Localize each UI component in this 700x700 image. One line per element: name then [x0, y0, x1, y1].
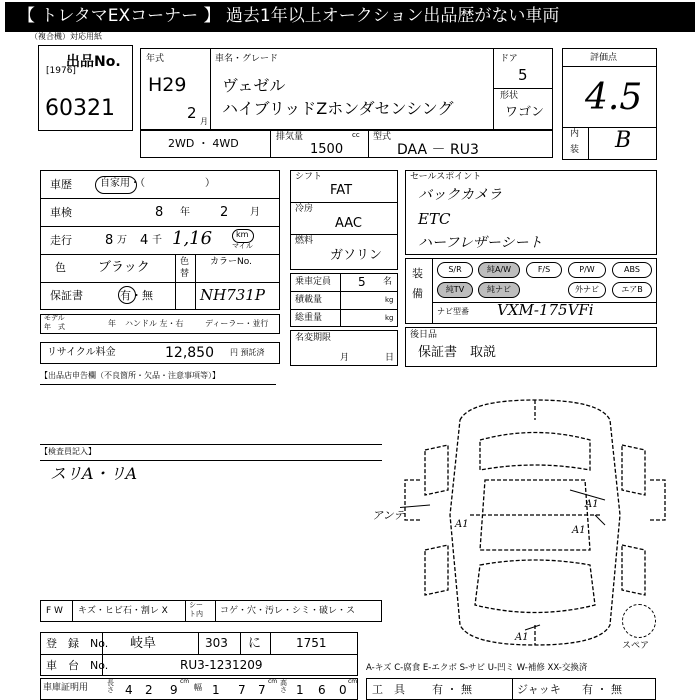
color-change-1: 色: [180, 257, 190, 267]
load-label: 積載量: [295, 295, 323, 305]
gross-kg: kg: [385, 314, 394, 322]
length-label: 長さ: [107, 679, 114, 694]
disp-label: 排気量: [276, 132, 304, 142]
doors-value: 5: [518, 66, 528, 84]
capacity-value: 5: [358, 275, 366, 289]
equip-label-1: 装: [412, 267, 423, 280]
shift-value: FAT: [330, 183, 353, 198]
seat-label-2: ト内: [189, 610, 203, 618]
length-d2: 2: [145, 683, 153, 697]
capacity-label: 乗車定員: [295, 277, 332, 287]
interior-label-1: 内: [570, 129, 580, 139]
capacity-unit: 名: [383, 277, 393, 287]
equip-sr: S/R: [437, 262, 473, 278]
length-cm: cm: [180, 678, 190, 685]
nav-label: ナビ型番: [437, 307, 469, 316]
equip-label-2: 備: [412, 287, 423, 300]
width-d2: 7: [238, 683, 246, 697]
model-year-label-1: モデル: [44, 314, 65, 322]
antenna-note: アンテ: [372, 509, 405, 522]
color-change-2: 替: [180, 269, 190, 279]
history-options: 自家用・（ ）: [100, 178, 215, 189]
points-label: セールスポイント: [410, 172, 482, 182]
seller-notes-label: 【出品店申告欄（不良箇所・欠品・注意事項等）】: [40, 371, 220, 380]
color-value: ブラック: [98, 260, 150, 275]
reg-kana: に: [248, 636, 262, 651]
sales-point-1: バックカメラ: [418, 187, 502, 203]
lot-number: 60321: [45, 96, 115, 121]
ac-value: AAC: [335, 216, 362, 231]
inspection-label: 車検: [50, 206, 72, 219]
equip-factory-nav: 純ナビ: [478, 282, 520, 298]
damage-mark-right-lower: A1: [572, 525, 586, 536]
damage-mark-left: A1: [455, 519, 469, 530]
color-no: NH731P: [200, 286, 265, 304]
cert-label: 車庫証明用: [43, 683, 89, 693]
reg-label: 登 録 No.: [46, 637, 109, 650]
displacement: 1500: [310, 142, 344, 157]
color-label: 色: [55, 261, 66, 274]
year-month: 2: [187, 104, 197, 122]
later-items: 保証書 取説: [418, 345, 497, 360]
shape-value: ワゴン: [505, 105, 545, 120]
reg-class: 303: [205, 636, 228, 650]
later-label: 後日品: [410, 330, 438, 340]
disp-unit: cc: [352, 131, 360, 139]
equip-airbag: エアB: [612, 282, 652, 298]
equip-alloy-wheel: 純A/W: [478, 262, 520, 278]
width-d1: 1: [212, 683, 220, 697]
mileage-label: 走行: [50, 234, 72, 247]
mileage-hand: 1,16: [172, 228, 213, 249]
load-kg: kg: [385, 296, 394, 304]
height-label: 高さ: [280, 679, 287, 694]
chassis-label: 車 台 No.: [46, 659, 109, 672]
height-cm: cm: [348, 678, 358, 685]
compatible-note: （複合機）対応用紙: [30, 32, 102, 41]
width-cm: cm: [268, 678, 278, 685]
mileage-sen: 4: [140, 233, 149, 248]
equip-aftermarket-nav: 外ナビ: [568, 282, 606, 298]
year-era: H29: [148, 74, 187, 96]
doors-label: ドア: [500, 54, 518, 64]
recycle-label: リサイクル料金: [47, 347, 116, 358]
inspection-month: 2: [220, 205, 229, 220]
inspector-note: スリA・リA: [50, 464, 138, 483]
recycle-unit: 円 預託済: [230, 348, 265, 357]
name-change-unit-day: 日: [385, 353, 395, 363]
equip-fs: F/S: [526, 262, 562, 278]
seat-label-1: シー: [189, 601, 203, 609]
warranty-options: 有・無: [120, 289, 153, 302]
damage-mark-right-upper: A1: [585, 499, 599, 510]
warranty-label: 保証書: [50, 289, 83, 302]
equip-pw: P/W: [568, 262, 606, 278]
name-change-label: 名変期限: [295, 333, 332, 343]
spare-tire-circle: [622, 604, 656, 638]
ac-label: 冷房: [295, 204, 314, 214]
lot-label: 出品No.: [66, 54, 121, 70]
model-code: DAA － RU3: [397, 142, 479, 158]
model-label: 型式: [373, 132, 392, 142]
jack-options: 有 ・ 無: [582, 683, 622, 696]
history-label: 車歴: [50, 178, 72, 191]
name-label: 車名・グレード: [215, 54, 279, 64]
jack-label: ジャッキ: [517, 683, 561, 696]
reg-num: 1751: [296, 636, 327, 650]
damage-mark-rear: A1: [515, 632, 529, 643]
shape-label: 形状: [500, 91, 519, 101]
score-label: 評価点: [590, 53, 618, 63]
reg-place: 岐阜: [130, 636, 157, 651]
height-d2: 6: [318, 683, 326, 697]
inspection-year: 8: [155, 205, 164, 220]
fw-label: F W: [46, 606, 63, 616]
equip-factory-tv: 純TV: [437, 282, 473, 298]
gross-label: 総重量: [295, 313, 323, 323]
tools-options: 有 ・ 無: [432, 683, 472, 696]
mileage-unit-km: km: [236, 230, 249, 239]
fuel-value: ガソリン: [330, 248, 383, 263]
chassis-no: RU3-1231209: [180, 658, 263, 672]
tools-label: 工 具: [372, 683, 405, 696]
height-d3: 0: [339, 683, 347, 697]
fw-options: キズ・ヒビ石・割レ X: [78, 606, 168, 616]
dealer-label: ディーラー・並行: [205, 319, 269, 328]
equip-abs: ABS: [612, 262, 652, 278]
shift-label: シフト: [295, 172, 323, 182]
mileage-man: 8: [105, 233, 114, 248]
lot-small: [1976]: [46, 66, 76, 76]
sales-point-3: ハーフレザーシート: [418, 235, 543, 251]
mileage-unit-mile: マイル: [232, 242, 253, 250]
color-no-label: カラーNo.: [210, 257, 252, 267]
year-unit: 年: [180, 207, 190, 218]
model-year-unit: 年: [108, 319, 116, 328]
width-d3: 7: [258, 683, 266, 697]
nav-model: VXM-175VFi: [497, 301, 594, 319]
fuel-label: 燃料: [295, 236, 314, 246]
length-d3: 9: [170, 683, 178, 697]
damage-legend: A-キズ C-腐食 E-エクボ S-サビ U-凹ミ W-補修 XX-交換済: [366, 663, 588, 673]
length-d1: 4: [125, 683, 133, 697]
recycle-fee: 12,850: [165, 345, 214, 361]
grade: ハイブリッドZホンダセンシング: [222, 99, 454, 118]
year-label: 年式: [146, 54, 165, 64]
model-year-label-2: 年 式: [44, 323, 65, 331]
interior-grade: B: [615, 128, 632, 153]
name-change-unit-month: 月: [340, 353, 350, 363]
seat-options: コゲ・穴・汚レ・シミ・破レ・ス: [220, 606, 356, 616]
score-value: 4.5: [585, 77, 643, 118]
mileage-sen-unit: 千: [152, 235, 162, 246]
interior-label-2: 装: [570, 145, 580, 155]
inspector-label: 【検査員記入】: [40, 447, 96, 456]
spare-label: スペア: [622, 641, 650, 651]
month-unit: 月: [250, 207, 260, 218]
width-label: 幅: [194, 683, 202, 692]
car-name: ヴェゼル: [222, 76, 286, 95]
mileage-man-unit: 万: [117, 235, 127, 246]
sales-point-2: ETC: [418, 210, 451, 228]
month-unit: 月: [200, 117, 208, 126]
handle-label: ハンドル 左・右: [125, 319, 184, 328]
header-title: 【 トレタマEXコーナー 】 過去1年以上オークション出品歴がない車両: [18, 6, 560, 26]
drive-type: 2WD ・ 4WD: [168, 137, 239, 150]
height-d1: 1: [296, 683, 304, 697]
